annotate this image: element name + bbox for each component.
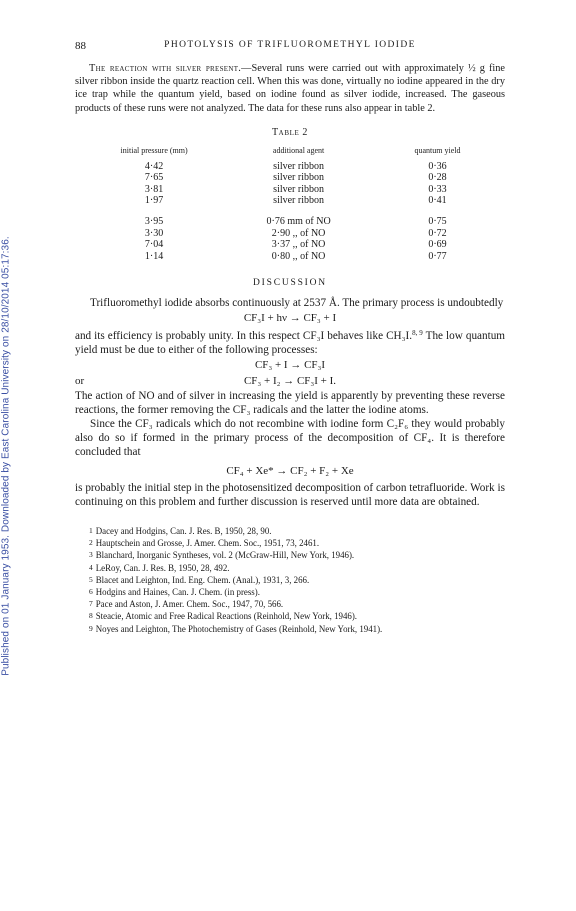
citation-superscript: 8, 9	[412, 329, 423, 338]
reference-item	[89, 598, 505, 610]
reference-number: 6	[89, 587, 93, 597]
column-header: initial pressure (mm)	[120, 145, 188, 155]
table-cell: 0·76 mm of NO	[266, 216, 331, 228]
fraction: ½	[467, 63, 476, 74]
reference-text: Hodgins and Haines, Can. J. Chem. (in press).	[95, 587, 260, 598]
download-watermark	[0, 0, 20, 911]
data-table	[75, 146, 505, 262]
table-cell: 0·77	[428, 250, 447, 262]
reference-text: Blanchard, Inorganic Syntheses, vol. 2 (McGraw-Hill, New York, 1946).	[95, 550, 355, 561]
reference-number: 5	[89, 574, 93, 584]
reference-text: Dacey and Hodgins, Can. J. Res. B, 1950, 28, 90.	[95, 526, 272, 537]
watermark-text: Published on 01 January 1953. Downloaded by East Carolina University on 28/10/2014 05:17:36.	[0, 235, 12, 676]
page-number: 88	[75, 40, 86, 52]
table-caption: Table 2	[271, 126, 309, 138]
equation	[75, 463, 505, 479]
table-spacer	[75, 206, 505, 216]
reference-number: 8	[89, 611, 93, 621]
table-cell: 3·81	[144, 183, 164, 195]
reference-text: Blacet and Leighton, Ind. Eng. Chem. (Anal.), 1931, 3, 266.	[95, 574, 310, 585]
table-cell: 4·42	[144, 160, 164, 172]
equation-text: CF₃ + I₂ → CF₃I + I.	[243, 375, 337, 388]
table-cell: 0·69	[428, 239, 447, 251]
table-cell: 1·14	[144, 250, 164, 262]
section-run-in-heading: The reaction with silver present.	[89, 63, 242, 74]
reference-number: 4	[89, 562, 93, 572]
table-cell: 0·41	[428, 195, 447, 207]
table-cell: silver ribbon	[273, 195, 324, 207]
column-header: quantum yield	[414, 145, 461, 155]
table-row	[75, 184, 505, 195]
table-cell: 7·04	[144, 239, 164, 251]
running-header	[75, 40, 505, 56]
intro-paragraph	[75, 62, 505, 115]
table-cell: 7·65	[144, 172, 164, 184]
paragraph	[75, 326, 505, 357]
table-row	[75, 172, 505, 183]
table-cell: 2·90 ,, of NO	[271, 227, 326, 239]
table-cell: 0·33	[428, 183, 447, 195]
reference-text: Noyes and Leighton, The Photochemistry of Gases (Reinhold, New York, 1941).	[95, 623, 383, 634]
equation	[75, 310, 505, 326]
table-cell: 0·28	[428, 172, 447, 184]
table-cell: 0·80 ,, of NO	[271, 250, 326, 262]
reference-item	[89, 549, 505, 561]
reference-item	[89, 525, 505, 537]
table-cell: 0·75	[428, 216, 447, 228]
reference-number: 7	[89, 599, 93, 609]
table-cell: silver ribbon	[273, 183, 324, 195]
table-row	[75, 228, 505, 239]
table-cell: 0·36	[428, 160, 447, 172]
equation-text: CF₃I + hν → CF₃ + I	[243, 312, 337, 325]
reference-number: 1	[89, 526, 93, 536]
reference-number: 9	[89, 623, 93, 633]
column-header: additional agent	[272, 145, 325, 155]
reference-item	[89, 537, 505, 549]
table-cell: 3·30	[144, 227, 164, 239]
reference-text: LeRoy, Can. J. Res. B, 1950, 28, 492.	[95, 562, 230, 573]
paragraph: Since the CF₃ radicals which do not recombine with iodine form C₂F₆ they would probably also do so if formed in the primary process of the decomposition of CF₄. It is therefore concluded that	[75, 418, 505, 459]
table-cell: silver ribbon	[273, 172, 324, 184]
table-cell: 3·95	[144, 216, 164, 228]
table-cell: 1·97	[144, 195, 164, 207]
table-row	[75, 161, 505, 172]
paragraph-text: The low quantum yield must be due to either of the following processes:	[75, 330, 505, 357]
reference-item	[89, 623, 505, 635]
reference-item	[89, 562, 505, 574]
paragraph: is probably the initial step in the photosensitized decomposition of carbon tetrafluoride. Work is continuing on this problem and further discussion is reserved until more data are obtained.	[75, 482, 505, 509]
reference-item	[89, 610, 505, 622]
intro-body-post: g fine silver ribbon inside the quartz reaction cell. When this was done, virtually no iodine appeared in the dry ice trap while the quantum yield, based on iodine found as silver iodide, increased. The gaseous products of these runs were not analyzed. The data for these runs also appear in table 2.	[75, 63, 505, 114]
paragraph-text: and its efficiency is probably unity. In this respect CF₃I behaves like CH₃I.	[75, 330, 413, 343]
reference-text: Hauptschein and Grosse, J. Amer. Chem. Soc., 1951, 73, 2461.	[95, 538, 320, 549]
reference-item	[89, 574, 505, 586]
intro-body-pre: —Several runs were carried out with approximately	[241, 63, 468, 74]
reference-text: Steacie, Atomic and Free Radical Reactions (Reinhold, New York, 1946).	[95, 611, 358, 622]
table-cell: 3·37 ,, of NO	[271, 239, 326, 251]
paragraph: The action of NO and of silver in increasing the yield is apparently by preventing these reverse reactions, the former removing the CF₃ radicals and the latter the iodine atoms.	[75, 390, 505, 417]
running-title: PHOTOLYSIS OF TRIFLUOROMETHYL IODIDE	[164, 40, 416, 50]
equation	[75, 357, 505, 373]
equation-text: CF₄ + Xe* → CF₂ + F₂ + Xe	[226, 465, 354, 478]
reference-number: 3	[89, 550, 93, 560]
equation	[75, 373, 505, 389]
equation-text: CF₃ + I → CF₃I	[254, 359, 326, 372]
table-cell: 0·72	[428, 227, 447, 239]
page-body	[75, 40, 505, 635]
table-row	[75, 195, 505, 206]
reference-list	[75, 525, 505, 635]
reference-text: Pace and Aston, J. Amer. Chem. Soc., 1947, 70, 566.	[95, 599, 284, 610]
table-header-row	[75, 146, 505, 161]
or-label: or	[75, 375, 85, 388]
reference-item	[89, 586, 505, 598]
paragraph: Trifluoromethyl iodide absorbs continuously at 2537 Å. The primary process is undoubtedly	[90, 297, 504, 310]
table-row	[75, 216, 505, 227]
reference-number: 2	[89, 538, 93, 548]
section-heading-discussion: DISCUSSION	[253, 278, 327, 289]
table-row	[75, 239, 505, 250]
table-row	[75, 251, 505, 262]
table-cell: silver ribbon	[273, 160, 324, 172]
